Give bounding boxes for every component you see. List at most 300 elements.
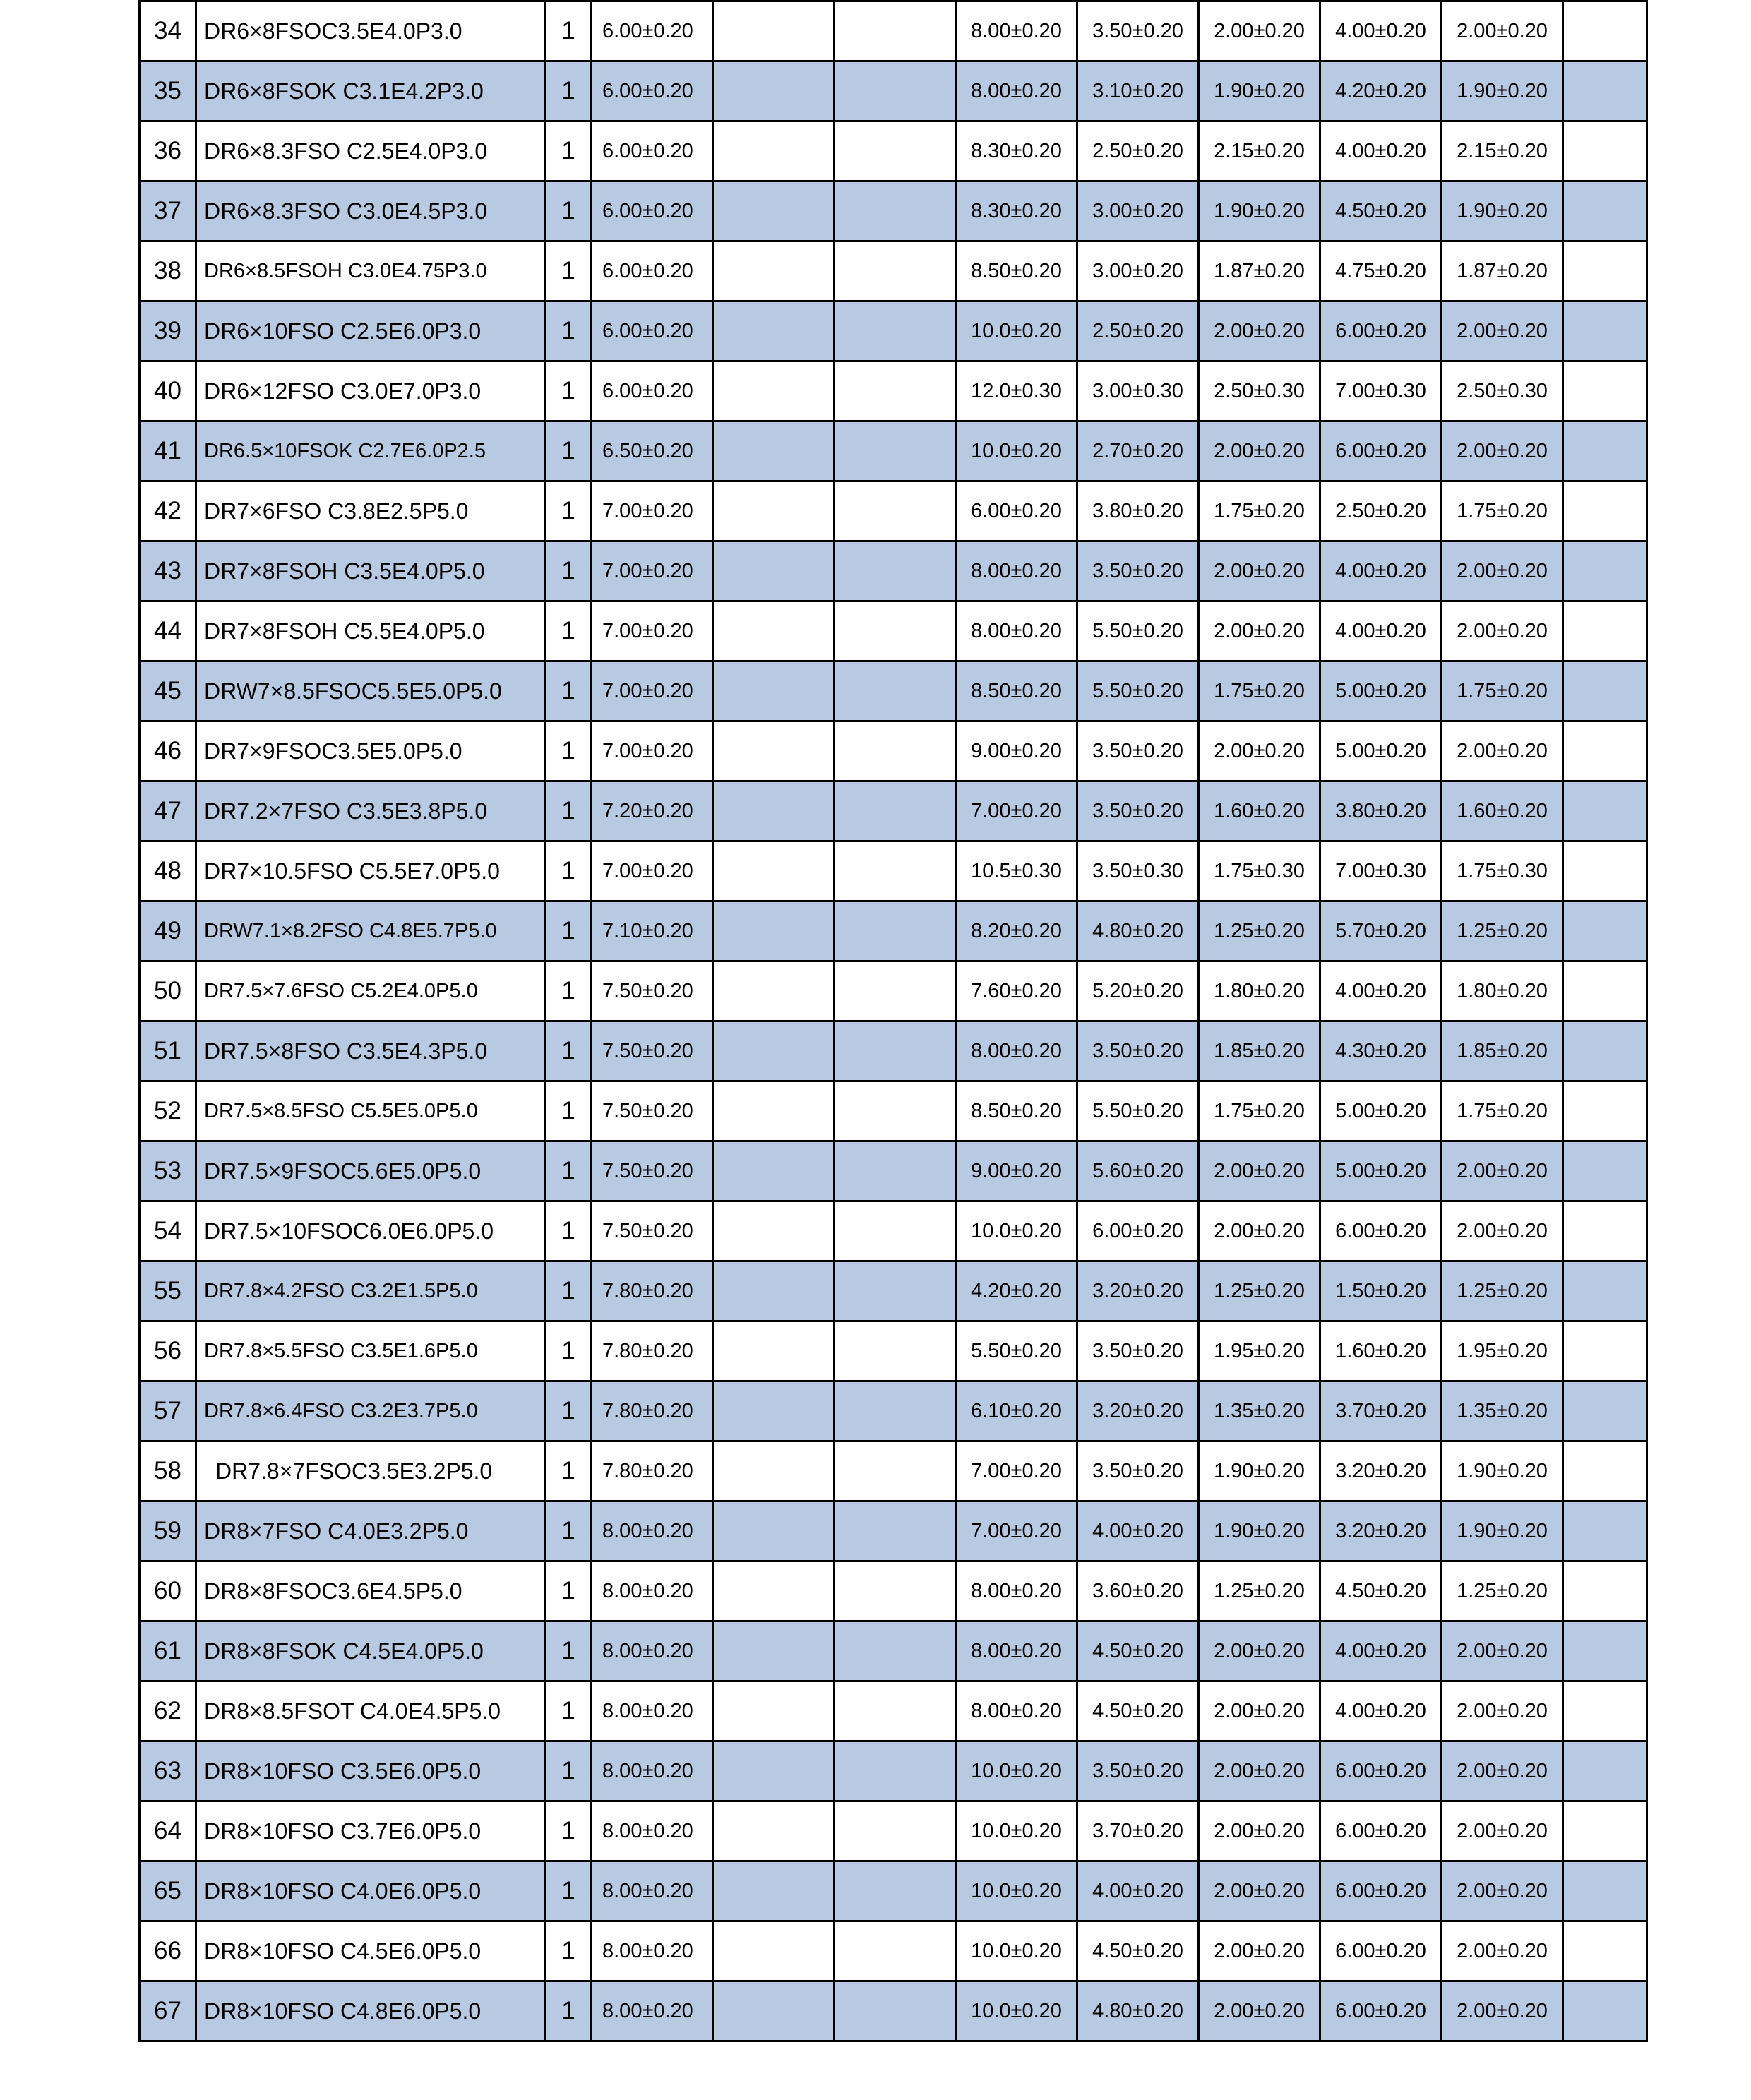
blank-cell xyxy=(1563,61,1647,121)
blank-cell xyxy=(1563,1561,1647,1621)
flange-value: 2.00±0.20 xyxy=(1199,421,1320,481)
blank-cell xyxy=(1563,121,1647,181)
flange-value: 1.87±0.20 xyxy=(1199,241,1320,301)
quantity: 1 xyxy=(546,901,592,961)
flange-value-2: 1.95±0.20 xyxy=(1442,1321,1563,1381)
blank-cell xyxy=(713,781,835,841)
model-code: DR7×8FSOH C3.5E4.0P5.0 xyxy=(196,541,546,601)
blank-cell xyxy=(835,1861,956,1921)
row-number: 50 xyxy=(140,961,196,1021)
blank-cell xyxy=(1563,601,1647,661)
blank-cell xyxy=(713,541,835,601)
spec-table-body xyxy=(140,1,1647,2041)
row-number: 53 xyxy=(140,1141,196,1201)
blank-cell xyxy=(835,1381,956,1441)
c-dimension-value: 3.00±0.30 xyxy=(1077,361,1199,421)
flange-value: 1.75±0.20 xyxy=(1199,661,1320,721)
flange-value: 1.60±0.20 xyxy=(1199,781,1320,841)
quantity: 1 xyxy=(546,1,592,61)
blank-cell xyxy=(713,1081,835,1141)
c-dimension-value: 3.50±0.20 xyxy=(1077,1,1199,61)
model-code: DR7.5×7.6FSO C5.2E4.0P5.0 xyxy=(196,961,546,1021)
model-code: DR6×8FSOK C3.1E4.2P3.0 xyxy=(196,61,546,121)
quantity: 1 xyxy=(546,541,592,601)
row-number: 41 xyxy=(140,421,196,481)
flange-value: 1.90±0.20 xyxy=(1199,1501,1320,1561)
diameter-value: 8.00±0.20 xyxy=(592,1801,713,1861)
blank-cell xyxy=(713,1501,835,1561)
quantity: 1 xyxy=(546,661,592,721)
blank-cell xyxy=(1563,1081,1647,1141)
diameter-value: 7.00±0.20 xyxy=(592,541,713,601)
blank-cell xyxy=(1563,661,1647,721)
flange-value-2: 2.15±0.20 xyxy=(1442,121,1563,181)
quantity: 1 xyxy=(546,1921,592,1981)
flange-value: 2.15±0.20 xyxy=(1199,121,1320,181)
flange-value-2: 2.00±0.20 xyxy=(1442,721,1563,781)
quantity: 1 xyxy=(546,1381,592,1441)
e-dimension-value: 4.00±0.20 xyxy=(1320,541,1442,601)
length-value: 10.0±0.20 xyxy=(956,1861,1077,1921)
row-number: 48 xyxy=(140,841,196,901)
e-dimension-value: 1.60±0.20 xyxy=(1320,1321,1442,1381)
table-row xyxy=(140,1441,1647,1501)
e-dimension-value: 6.00±0.20 xyxy=(1320,421,1442,481)
diameter-value: 7.50±0.20 xyxy=(592,1081,713,1141)
flange-value-2: 1.85±0.20 xyxy=(1442,1021,1563,1081)
blank-cell xyxy=(835,1621,956,1681)
blank-cell xyxy=(713,1921,835,1981)
model-code: DR8×10FSO C4.0E6.0P5.0 xyxy=(196,1861,546,1921)
c-dimension-value: 3.20±0.20 xyxy=(1077,1261,1199,1321)
c-dimension-value: 3.50±0.20 xyxy=(1077,781,1199,841)
c-dimension-value: 5.50±0.20 xyxy=(1077,601,1199,661)
blank-cell xyxy=(713,1861,835,1921)
c-dimension-value: 4.50±0.20 xyxy=(1077,1681,1199,1741)
diameter-value: 7.00±0.20 xyxy=(592,661,713,721)
blank-cell xyxy=(713,1381,835,1441)
flange-value: 1.90±0.20 xyxy=(1199,1441,1320,1501)
c-dimension-value: 2.50±0.20 xyxy=(1077,121,1199,181)
blank-cell xyxy=(713,601,835,661)
e-dimension-value: 1.50±0.20 xyxy=(1320,1261,1442,1321)
row-number: 38 xyxy=(140,241,196,301)
length-value: 8.00±0.20 xyxy=(956,1,1077,61)
table-row xyxy=(140,61,1647,121)
table-row xyxy=(140,661,1647,721)
blank-cell xyxy=(835,1,956,61)
blank-cell xyxy=(1563,1981,1647,2041)
quantity: 1 xyxy=(546,781,592,841)
blank-cell xyxy=(713,241,835,301)
c-dimension-value: 5.20±0.20 xyxy=(1077,961,1199,1021)
blank-cell xyxy=(1563,1861,1647,1921)
flange-value-2: 1.90±0.20 xyxy=(1442,1441,1563,1501)
quantity: 1 xyxy=(546,1561,592,1621)
flange-value-2: 1.87±0.20 xyxy=(1442,241,1563,301)
quantity: 1 xyxy=(546,1801,592,1861)
quantity: 1 xyxy=(546,1021,592,1081)
quantity: 1 xyxy=(546,1981,592,2041)
table-row xyxy=(140,1081,1647,1141)
blank-cell xyxy=(835,1261,956,1321)
diameter-value: 7.00±0.20 xyxy=(592,481,713,541)
row-number: 43 xyxy=(140,541,196,601)
blank-cell xyxy=(713,1981,835,2041)
row-number: 36 xyxy=(140,121,196,181)
table-row xyxy=(140,1561,1647,1621)
e-dimension-value: 5.00±0.20 xyxy=(1320,1141,1442,1201)
table-row xyxy=(140,721,1647,781)
e-dimension-value: 4.75±0.20 xyxy=(1320,241,1442,301)
model-code: DR8×10FSO C4.5E6.0P5.0 xyxy=(196,1921,546,1981)
table-row xyxy=(140,421,1647,481)
blank-cell xyxy=(1563,1921,1647,1981)
length-value: 8.00±0.20 xyxy=(956,1021,1077,1081)
quantity: 1 xyxy=(546,481,592,541)
flange-value: 1.85±0.20 xyxy=(1199,1021,1320,1081)
blank-cell xyxy=(835,541,956,601)
row-number: 42 xyxy=(140,481,196,541)
flange-value: 2.00±0.20 xyxy=(1199,601,1320,661)
row-number: 49 xyxy=(140,901,196,961)
blank-cell xyxy=(1563,1501,1647,1561)
blank-cell xyxy=(713,1441,835,1501)
blank-cell xyxy=(835,1321,956,1381)
flange-value-2: 2.00±0.20 xyxy=(1442,1741,1563,1801)
diameter-value: 8.00±0.20 xyxy=(592,1561,713,1621)
e-dimension-value: 6.00±0.20 xyxy=(1320,1921,1442,1981)
flange-value: 2.00±0.20 xyxy=(1199,1801,1320,1861)
diameter-value: 6.50±0.20 xyxy=(592,421,713,481)
e-dimension-value: 4.00±0.20 xyxy=(1320,1681,1442,1741)
blank-cell xyxy=(1563,1681,1647,1741)
flange-value-2: 1.75±0.20 xyxy=(1442,481,1563,541)
blank-cell xyxy=(835,601,956,661)
c-dimension-value: 5.60±0.20 xyxy=(1077,1141,1199,1201)
table-row xyxy=(140,961,1647,1021)
c-dimension-value: 3.50±0.20 xyxy=(1077,1021,1199,1081)
flange-value-2: 2.00±0.20 xyxy=(1442,1801,1563,1861)
blank-cell xyxy=(835,901,956,961)
c-dimension-value: 4.80±0.20 xyxy=(1077,901,1199,961)
quantity: 1 xyxy=(546,181,592,241)
length-value: 7.00±0.20 xyxy=(956,1501,1077,1561)
c-dimension-value: 3.70±0.20 xyxy=(1077,1801,1199,1861)
model-code: DR6×8.5FSOH C3.0E4.75P3.0 xyxy=(196,241,546,301)
length-value: 4.20±0.20 xyxy=(956,1261,1077,1321)
e-dimension-value: 4.30±0.20 xyxy=(1320,1021,1442,1081)
model-code: DR8×10FSO C3.7E6.0P5.0 xyxy=(196,1801,546,1861)
flange-value-2: 2.00±0.20 xyxy=(1442,1921,1563,1981)
length-value: 8.00±0.20 xyxy=(956,601,1077,661)
table-row xyxy=(140,1381,1647,1441)
diameter-value: 8.00±0.20 xyxy=(592,1981,713,2041)
flange-value: 2.00±0.20 xyxy=(1199,1861,1320,1921)
flange-value-2: 2.00±0.20 xyxy=(1442,1621,1563,1681)
c-dimension-value: 3.00±0.20 xyxy=(1077,241,1199,301)
length-value: 10.0±0.20 xyxy=(956,1741,1077,1801)
diameter-value: 6.00±0.20 xyxy=(592,61,713,121)
blank-cell xyxy=(835,841,956,901)
c-dimension-value: 3.50±0.20 xyxy=(1077,721,1199,781)
blank-cell xyxy=(713,1021,835,1081)
flange-value: 2.00±0.20 xyxy=(1199,1981,1320,2041)
length-value: 8.00±0.20 xyxy=(956,61,1077,121)
diameter-value: 7.80±0.20 xyxy=(592,1381,713,1441)
row-number: 40 xyxy=(140,361,196,421)
blank-cell xyxy=(835,421,956,481)
row-number: 45 xyxy=(140,661,196,721)
diameter-value: 8.00±0.20 xyxy=(592,1501,713,1561)
c-dimension-value: 4.00±0.20 xyxy=(1077,1861,1199,1921)
e-dimension-value: 4.00±0.20 xyxy=(1320,1,1442,61)
length-value: 10.5±0.30 xyxy=(956,841,1077,901)
quantity: 1 xyxy=(546,121,592,181)
diameter-value: 6.00±0.20 xyxy=(592,181,713,241)
length-value: 7.00±0.20 xyxy=(956,1441,1077,1501)
c-dimension-value: 3.50±0.20 xyxy=(1077,1321,1199,1381)
blank-cell xyxy=(1563,1261,1647,1321)
flange-value: 2.00±0.20 xyxy=(1199,1681,1320,1741)
blank-cell xyxy=(835,661,956,721)
blank-cell xyxy=(713,61,835,121)
e-dimension-value: 3.70±0.20 xyxy=(1320,1381,1442,1441)
row-number: 64 xyxy=(140,1801,196,1861)
flange-value-2: 1.25±0.20 xyxy=(1442,901,1563,961)
quantity: 1 xyxy=(546,1081,592,1141)
e-dimension-value: 4.20±0.20 xyxy=(1320,61,1442,121)
length-value: 8.30±0.20 xyxy=(956,121,1077,181)
blank-cell xyxy=(1563,901,1647,961)
blank-cell xyxy=(1563,1381,1647,1441)
flange-value-2: 1.90±0.20 xyxy=(1442,1501,1563,1561)
flange-value-2: 2.00±0.20 xyxy=(1442,301,1563,361)
blank-cell xyxy=(1563,241,1647,301)
diameter-value: 8.00±0.20 xyxy=(592,1681,713,1741)
blank-cell xyxy=(713,181,835,241)
quantity: 1 xyxy=(546,1741,592,1801)
e-dimension-value: 4.00±0.20 xyxy=(1320,1621,1442,1681)
flange-value: 1.80±0.20 xyxy=(1199,961,1320,1021)
length-value: 7.00±0.20 xyxy=(956,781,1077,841)
length-value: 10.0±0.20 xyxy=(956,301,1077,361)
row-number: 62 xyxy=(140,1681,196,1741)
blank-cell xyxy=(1563,721,1647,781)
quantity: 1 xyxy=(546,841,592,901)
blank-cell xyxy=(1563,541,1647,601)
diameter-value: 6.00±0.20 xyxy=(592,301,713,361)
blank-cell xyxy=(835,1741,956,1801)
table-row xyxy=(140,841,1647,901)
diameter-value: 7.50±0.20 xyxy=(592,961,713,1021)
table-row xyxy=(140,901,1647,961)
length-value: 8.20±0.20 xyxy=(956,901,1077,961)
diameter-value: 7.80±0.20 xyxy=(592,1441,713,1501)
length-value: 8.00±0.20 xyxy=(956,1681,1077,1741)
model-code: DR7.2×7FSO C3.5E3.8P5.0 xyxy=(196,781,546,841)
e-dimension-value: 6.00±0.20 xyxy=(1320,301,1442,361)
diameter-value: 7.80±0.20 xyxy=(592,1321,713,1381)
length-value: 8.00±0.20 xyxy=(956,541,1077,601)
table-row xyxy=(140,1021,1647,1081)
flange-value: 2.00±0.20 xyxy=(1199,1921,1320,1981)
e-dimension-value: 4.00±0.20 xyxy=(1320,601,1442,661)
table-row xyxy=(140,241,1647,301)
c-dimension-value: 6.00±0.20 xyxy=(1077,1201,1199,1261)
c-dimension-value: 3.80±0.20 xyxy=(1077,481,1199,541)
row-number: 67 xyxy=(140,1981,196,2041)
blank-cell xyxy=(713,1321,835,1381)
diameter-value: 6.00±0.20 xyxy=(592,361,713,421)
c-dimension-value: 3.50±0.20 xyxy=(1077,1441,1199,1501)
length-value: 9.00±0.20 xyxy=(956,1141,1077,1201)
model-code: DR7.5×8FSO C3.5E4.3P5.0 xyxy=(196,1021,546,1081)
flange-value: 1.35±0.20 xyxy=(1199,1381,1320,1441)
length-value: 8.00±0.20 xyxy=(956,1561,1077,1621)
c-dimension-value: 5.50±0.20 xyxy=(1077,661,1199,721)
flange-value-2: 1.90±0.20 xyxy=(1442,61,1563,121)
e-dimension-value: 6.00±0.20 xyxy=(1320,1801,1442,1861)
row-number: 35 xyxy=(140,61,196,121)
e-dimension-value: 6.00±0.20 xyxy=(1320,1861,1442,1921)
row-number: 47 xyxy=(140,781,196,841)
length-value: 8.50±0.20 xyxy=(956,1081,1077,1141)
blank-cell xyxy=(1563,961,1647,1021)
length-value: 6.00±0.20 xyxy=(956,481,1077,541)
model-code: DR6×8.3FSO C2.5E4.0P3.0 xyxy=(196,121,546,181)
flange-value: 2.00±0.20 xyxy=(1199,301,1320,361)
model-code: DR6.5×10FSOK C2.7E6.0P2.5 xyxy=(196,421,546,481)
c-dimension-value: 5.50±0.20 xyxy=(1077,1081,1199,1141)
quantity: 1 xyxy=(546,361,592,421)
blank-cell xyxy=(713,841,835,901)
spec-table xyxy=(138,0,1648,2042)
e-dimension-value: 4.00±0.20 xyxy=(1320,961,1442,1021)
row-number: 52 xyxy=(140,1081,196,1141)
row-number: 61 xyxy=(140,1621,196,1681)
diameter-value: 8.00±0.20 xyxy=(592,1921,713,1981)
model-code: DR7.5×9FSOC5.6E5.0P5.0 xyxy=(196,1141,546,1201)
e-dimension-value: 6.00±0.20 xyxy=(1320,1201,1442,1261)
flange-value: 2.00±0.20 xyxy=(1199,1621,1320,1681)
blank-cell xyxy=(713,1561,835,1621)
length-value: 9.00±0.20 xyxy=(956,721,1077,781)
blank-cell xyxy=(1563,1741,1647,1801)
c-dimension-value: 4.50±0.20 xyxy=(1077,1921,1199,1981)
flange-value-2: 1.90±0.20 xyxy=(1442,181,1563,241)
e-dimension-value: 5.70±0.20 xyxy=(1320,901,1442,961)
flange-value-2: 2.00±0.20 xyxy=(1442,1201,1563,1261)
length-value: 10.0±0.20 xyxy=(956,1801,1077,1861)
table-row xyxy=(140,1501,1647,1561)
length-value: 8.50±0.20 xyxy=(956,241,1077,301)
diameter-value: 8.00±0.20 xyxy=(592,1861,713,1921)
blank-cell xyxy=(835,1201,956,1261)
diameter-value: 7.50±0.20 xyxy=(592,1201,713,1261)
blank-cell xyxy=(713,1201,835,1261)
row-number: 44 xyxy=(140,601,196,661)
c-dimension-value: 3.00±0.20 xyxy=(1077,181,1199,241)
flange-value: 1.25±0.20 xyxy=(1199,1261,1320,1321)
flange-value: 1.75±0.20 xyxy=(1199,481,1320,541)
blank-cell xyxy=(835,1141,956,1201)
diameter-value: 8.00±0.20 xyxy=(592,1621,713,1681)
blank-cell xyxy=(1563,841,1647,901)
blank-cell xyxy=(835,1501,956,1561)
table-row xyxy=(140,1741,1647,1801)
quantity: 1 xyxy=(546,961,592,1021)
e-dimension-value: 6.00±0.20 xyxy=(1320,1741,1442,1801)
blank-cell xyxy=(835,1441,956,1501)
blank-cell xyxy=(835,481,956,541)
flange-value: 2.50±0.30 xyxy=(1199,361,1320,421)
blank-cell xyxy=(1563,421,1647,481)
quantity: 1 xyxy=(546,1501,592,1561)
blank-cell xyxy=(713,1,835,61)
flange-value-2: 1.80±0.20 xyxy=(1442,961,1563,1021)
row-number: 60 xyxy=(140,1561,196,1621)
flange-value: 1.25±0.20 xyxy=(1199,901,1320,961)
blank-cell xyxy=(713,1141,835,1201)
e-dimension-value: 7.00±0.30 xyxy=(1320,361,1442,421)
quantity: 1 xyxy=(546,301,592,361)
table-row xyxy=(140,1681,1647,1741)
model-code: DR7.8×4.2FSO C3.2E1.5P5.0 xyxy=(196,1261,546,1321)
table-row xyxy=(140,1861,1647,1921)
c-dimension-value: 3.50±0.20 xyxy=(1077,541,1199,601)
e-dimension-value: 6.00±0.20 xyxy=(1320,1981,1442,2041)
flange-value-2: 1.75±0.20 xyxy=(1442,661,1563,721)
table-row xyxy=(140,1261,1647,1321)
quantity: 1 xyxy=(546,1261,592,1321)
e-dimension-value: 7.00±0.30 xyxy=(1320,841,1442,901)
blank-cell xyxy=(1563,1801,1647,1861)
flange-value: 2.00±0.20 xyxy=(1199,721,1320,781)
flange-value-2: 1.75±0.30 xyxy=(1442,841,1563,901)
model-code: DR7.8×6.4FSO C3.2E3.7P5.0 xyxy=(196,1381,546,1441)
quantity: 1 xyxy=(546,421,592,481)
row-number: 59 xyxy=(140,1501,196,1561)
blank-cell xyxy=(713,1741,835,1801)
model-code: DR6×8.3FSO C3.0E4.5P3.0 xyxy=(196,181,546,241)
blank-cell xyxy=(835,61,956,121)
model-code: DR7×10.5FSO C5.5E7.0P5.0 xyxy=(196,841,546,901)
table-row xyxy=(140,601,1647,661)
blank-cell xyxy=(713,301,835,361)
blank-cell xyxy=(835,1081,956,1141)
model-code: DR7.8×7FSOC3.5E3.2P5.0 xyxy=(196,1441,546,1501)
blank-cell xyxy=(1563,781,1647,841)
blank-cell xyxy=(835,1561,956,1621)
blank-cell xyxy=(713,1801,835,1861)
blank-cell xyxy=(713,121,835,181)
quantity: 1 xyxy=(546,601,592,661)
table-row xyxy=(140,121,1647,181)
blank-cell xyxy=(835,301,956,361)
quantity: 1 xyxy=(546,1201,592,1261)
table-row xyxy=(140,361,1647,421)
flange-value-2: 2.00±0.20 xyxy=(1442,1981,1563,2041)
blank-cell xyxy=(1563,1021,1647,1081)
flange-value: 1.75±0.20 xyxy=(1199,1081,1320,1141)
quantity: 1 xyxy=(546,1321,592,1381)
blank-cell xyxy=(713,961,835,1021)
diameter-value: 6.00±0.20 xyxy=(592,1,713,61)
model-code: DR8×7FSO C4.0E3.2P5.0 xyxy=(196,1501,546,1561)
table-row xyxy=(140,181,1647,241)
table-row xyxy=(140,541,1647,601)
